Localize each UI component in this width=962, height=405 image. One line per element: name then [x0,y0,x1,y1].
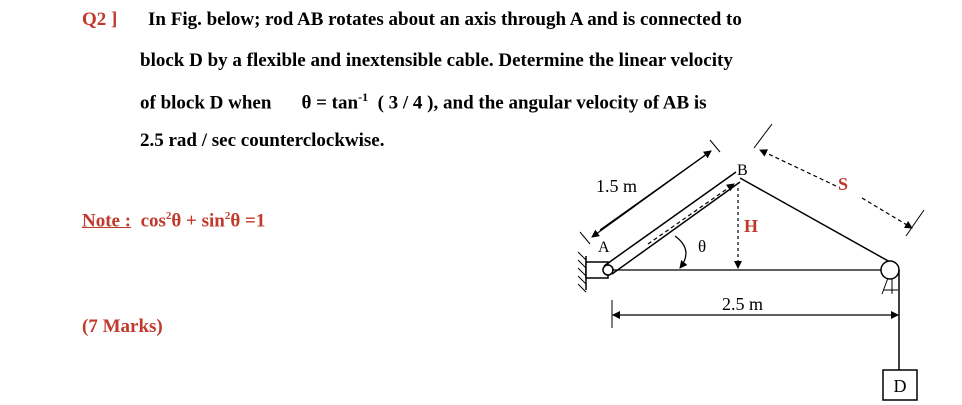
block-D-label: D [893,376,907,396]
note-theta-1: θ + sin [171,210,225,232]
dim-AB-label: 1.5 m [596,176,638,196]
dim-base-label: 2.5 m [722,294,764,314]
question-line-1: In Fig. below; rod AB rotates about an axis through A and is connected to [148,9,742,30]
question-line-3-post: ( 3 / 4 ), and the angular velocity of AB is [377,92,707,114]
note-label: Note : [82,210,132,232]
pin-support-A [578,252,613,292]
H-label: H [744,216,759,236]
question-line-2: block D by a flexible and inextensible cable. Determine the linear velocity [140,50,733,71]
note-sup-1: 2 [165,210,172,222]
rod-centerline [648,184,734,244]
note-sup-2: 2 [224,210,231,222]
cable-BD [740,178,890,262]
question-number: Q2 ] [82,9,118,30]
question-sup: -1 [358,90,369,104]
point-B-label: B [737,162,748,179]
question-line-3-pre: of block D when [140,92,272,114]
theta-arc [675,236,686,268]
S-label: S [838,174,849,194]
note-theta-2: θ =1 [230,210,266,232]
point-A-label: A [598,239,610,256]
question-theta-eq: θ = tan [301,92,359,114]
pulley [881,261,899,294]
question-line-4: 2.5 rad / sec counterclockwise. [140,130,385,151]
marks-label: (7 Marks) [82,316,163,337]
theta-label: θ [698,237,707,256]
note-cos: cos [140,210,166,232]
